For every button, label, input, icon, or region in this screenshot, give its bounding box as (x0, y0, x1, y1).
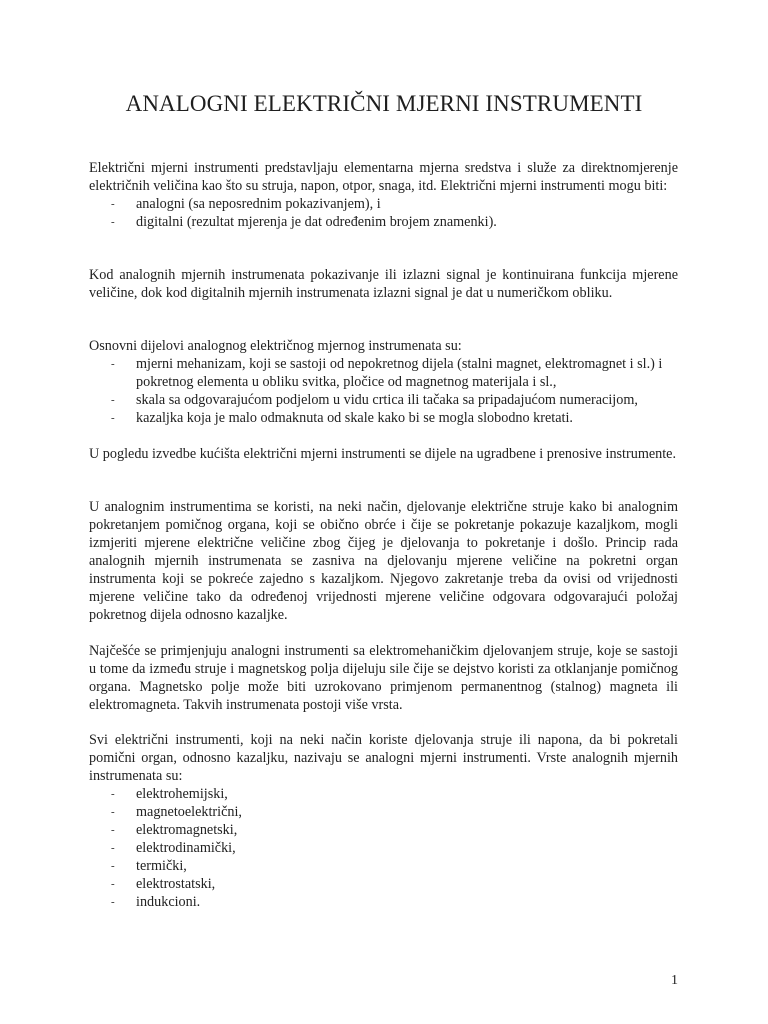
list-item (89, 391, 678, 409)
list-item-text: termički, (136, 858, 187, 874)
list-item-text: elektrodinamički, (136, 840, 236, 856)
list-item (89, 821, 678, 839)
list-item (89, 409, 678, 427)
bullet-dash: - (111, 842, 115, 854)
list-item-text: mjerni mehanizam, koji se sastoji od nepokretnog dijela (stalni magnet, elektromagnet i sl.) i pokretnog elementa u obliku svitka, pločice od magnetnog materijala i sl., (136, 356, 663, 390)
list-item (89, 213, 678, 231)
bullet-dash: - (111, 358, 115, 370)
list-item (89, 875, 678, 893)
list-item (89, 785, 678, 803)
bullet-dash: - (111, 860, 115, 872)
bullet-dash: - (111, 878, 115, 890)
bullet-list (89, 195, 678, 231)
list-item (89, 803, 678, 821)
section-intro (89, 159, 678, 231)
list-item (89, 857, 678, 875)
section-types (89, 731, 678, 911)
bullet-dash: - (111, 394, 115, 406)
list-item-text: elektromagnetski, (136, 822, 238, 838)
bullet-list (89, 785, 678, 911)
list-item-text: analogni (sa neposrednim pokazivanjem), i (136, 196, 381, 212)
bullet-dash: - (111, 788, 115, 800)
list-item (89, 893, 678, 911)
list-item (89, 355, 678, 391)
list-item-text: elektrostatski, (136, 876, 216, 892)
paragraph: Kod analognih mjernih instrumenata pokazivanje ili izlazni signal je kontinuirana funkcija mjerene veličine, dok kod digitalnih mjernih instrumenata izlazni signal je dat u numeričkom obliku. (89, 267, 678, 301)
paragraph: Najčešće se primjenjuju analogni instrumenti sa elektromehaničkim djelovanjem struje, koje se sastoji u tome da između struje i magnetskog polja dijeluju sile čije se dejstvo koristi za otklanjanje pomičnog organa. Magnetsko polje može biti uzrokovano primjenom permanentnog (stalnog) magneta ili elektromagneta. Takvih instrumenata postoji više vrsta. (89, 643, 678, 713)
bullet-list (89, 355, 678, 427)
paragraph: Električni mjerni instrumenti predstavljaju elementarna mjerna sredstva i služe za direktnomjerenje električnih veličina kao što su struja, napon, otpor, snaga, itd. Električni mjerni instrumenti mogu biti: (89, 160, 678, 194)
section-analog-output (89, 266, 678, 302)
list-item-text: elektrohemijski, (136, 786, 228, 802)
bullet-dash: - (111, 412, 115, 424)
bullet-dash: - (111, 198, 115, 210)
paragraph: Svi električni instrumenti, koji na neki način koriste djelovanja struje ili napona, da bi pokretali pomični organ, odnosno kazaljku, nazivaju se analogni mjerni instrumenti. Vrste analognih mjernih instrumenata su: (89, 732, 678, 784)
paragraph: U pogledu izvedbe kućišta električni mjerni instrumenti se dijele na ugradbene i prenosive instrumente. (89, 446, 677, 462)
list-item-text: digitalni (rezultat mjerenja je dat određenim brojem znamenki). (136, 214, 497, 230)
section-housing (89, 445, 678, 463)
section-principle (89, 498, 678, 624)
list-item-text: indukcioni. (136, 894, 201, 910)
page-number: 1 (671, 973, 678, 988)
bullet-dash: - (111, 216, 115, 228)
bullet-dash: - (111, 896, 115, 908)
section-electromechanical (89, 642, 678, 714)
bullet-dash: - (111, 806, 115, 818)
list-item-text: magnetoelektrični, (136, 804, 242, 820)
list-item (89, 839, 678, 857)
paragraph: U analognim instrumentima se koristi, na neki način, djelovanje električne struje kako bi analognim pokretanjem pomičnog organa, koji se obično obrće i čije se pokretanje pokazuje kazaljkom, mogli izmjeriti mjerene električne veličine zbog čijeg je djelovanja to pokretanje i došlo. Princip rada analognih mjernih instrumenata se zasniva na djelovanju mjerene veličine na pokretni organ instrumenta koji se pokreće zajedno s kazaljkom. Njegovo zakretanje treba da ovisi od vrijednosti mjerene veličine tako da određenoj vrijednosti mjerene veličine odgovara odgovarajući položaj pokretnog dijela odnosno kazaljke. (89, 499, 678, 623)
document-title: ANALOGNI ELEKTRIČNI MJERNI INSTRUMENTI (125, 91, 643, 116)
section-basic-parts (89, 337, 678, 427)
list-item (89, 195, 678, 213)
list-item-text: kazaljka koja je malo odmaknuta od skale kako bi se mogla slobodno kretati. (136, 410, 573, 426)
list-item-text: skala sa odgovarajućom podjelom u vidu crtica ili tačaka sa pripadajućom numeracijom, (136, 392, 638, 408)
paragraph: Osnovni dijelovi analognog električnog mjernog instrumenata su: (89, 338, 462, 354)
bullet-dash: - (111, 824, 115, 836)
